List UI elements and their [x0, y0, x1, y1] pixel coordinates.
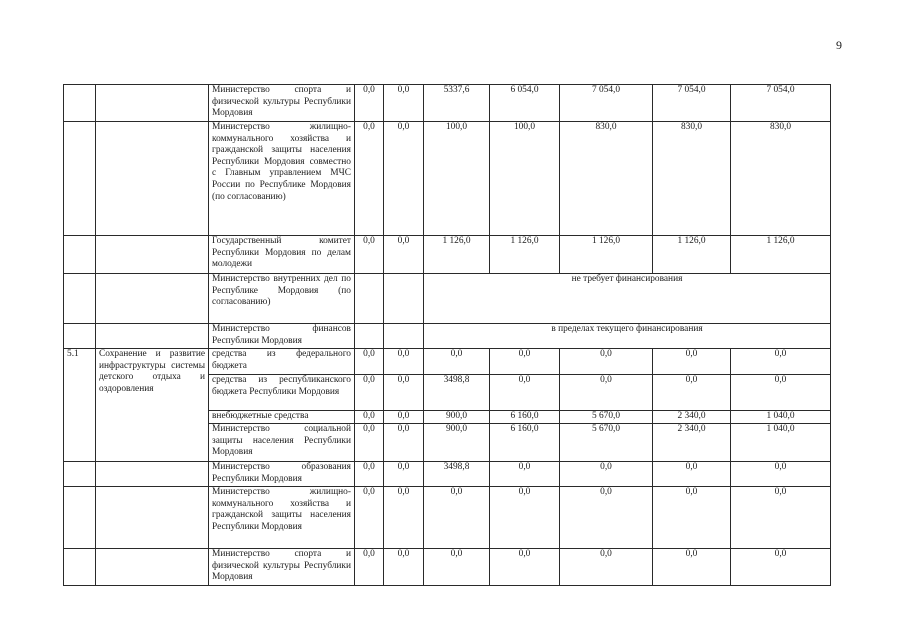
- value-cell: 5 670,0: [560, 411, 653, 424]
- value-cell: 0,0: [355, 411, 384, 424]
- row-number-cell: [64, 122, 96, 236]
- row-number-cell: [64, 274, 96, 324]
- table-row: [64, 462, 831, 487]
- value-cell: 0,0: [731, 549, 831, 586]
- value-cell: 5 670,0: [560, 424, 653, 462]
- value-cell: 1 126,0: [653, 236, 731, 274]
- event-cell: [96, 274, 209, 324]
- executor-cell: средства из федерального бюджета: [209, 349, 355, 375]
- section-number-cell: 5.1: [64, 349, 96, 462]
- executor-cell: средства из республиканского бюджета Республики Мордовия: [209, 375, 355, 411]
- value-cell: 0,0: [355, 549, 384, 586]
- value-cell: 0,0: [384, 424, 424, 462]
- value-cell: 830,0: [653, 122, 731, 236]
- value-cell: 0,0: [355, 85, 384, 122]
- value-cell: 0,0: [731, 375, 831, 411]
- event-cell: [96, 487, 209, 549]
- value-cell: 0,0: [355, 487, 384, 549]
- value-cell: 0,0: [424, 487, 490, 549]
- executor-cell: Министерство жилищно-коммунального хозяйства и гражданской защиты населения Республики Мордовия: [209, 487, 355, 549]
- value-cell: 1 126,0: [731, 236, 831, 274]
- value-cell: 900,0: [424, 411, 490, 424]
- row-number-cell: [64, 462, 96, 487]
- value-cell: 1 040,0: [731, 411, 831, 424]
- value-cell: 0,0: [560, 462, 653, 487]
- row-number-cell: [64, 85, 96, 122]
- value-cell: 0,0: [731, 487, 831, 549]
- value-cell: 830,0: [731, 122, 831, 236]
- value-cell: 1 126,0: [424, 236, 490, 274]
- value-cell: 2 340,0: [653, 424, 731, 462]
- value-cell: 0,0: [731, 349, 831, 375]
- row-number-cell: [64, 236, 96, 274]
- table-row: [64, 274, 831, 324]
- value-cell: 0,0: [355, 424, 384, 462]
- value-cell: [355, 274, 384, 324]
- value-cell: 3498,8: [424, 375, 490, 411]
- value-cell: 0,0: [653, 462, 731, 487]
- event-cell: [96, 549, 209, 586]
- value-cell: 0,0: [560, 549, 653, 586]
- value-cell: 0,0: [424, 549, 490, 586]
- value-cell: 0,0: [384, 122, 424, 236]
- value-cell: 0,0: [490, 549, 560, 586]
- table-row: [64, 324, 831, 349]
- value-cell: 100,0: [490, 122, 560, 236]
- value-cell: 5337,6: [424, 85, 490, 122]
- value-cell: 0,0: [560, 375, 653, 411]
- row-number-cell: [64, 324, 96, 349]
- value-cell: 900,0: [424, 424, 490, 462]
- value-cell: 6 054,0: [490, 85, 560, 122]
- value-cell: 0,0: [424, 349, 490, 375]
- value-cell: 7 054,0: [731, 85, 831, 122]
- event-cell: [96, 462, 209, 487]
- value-cell: 0,0: [490, 375, 560, 411]
- value-cell: 0,0: [355, 122, 384, 236]
- value-cell: 0,0: [355, 236, 384, 274]
- value-cell: [355, 324, 384, 349]
- value-cell: 0,0: [384, 85, 424, 122]
- executor-cell: Государственный комитет Республики Мордовия по делам молодежи: [209, 236, 355, 274]
- table-row: [64, 85, 831, 122]
- value-cell: 100,0: [424, 122, 490, 236]
- event-cell: [96, 236, 209, 274]
- executor-cell: Министерство образования Республики Мордовия: [209, 462, 355, 487]
- row-number-cell: [64, 549, 96, 586]
- value-cell: 0,0: [490, 462, 560, 487]
- executor-cell: Министерство жилищно-коммунального хозяйства и гражданской защиты населения Республики Мордовия совместно с Главным управлением МЧС России по Республике Мордовия (по согласованию): [209, 122, 355, 236]
- value-cell: 0,0: [560, 487, 653, 549]
- value-cell: 1 126,0: [560, 236, 653, 274]
- value-cell: 3498,8: [424, 462, 490, 487]
- table-row: [64, 236, 831, 274]
- executor-cell: Министерство социальной защиты населения Республики Мордовия: [209, 424, 355, 462]
- row-number-cell: [64, 487, 96, 549]
- value-cell: 7 054,0: [653, 85, 731, 122]
- value-cell: 0,0: [384, 487, 424, 549]
- value-cell: 0,0: [384, 236, 424, 274]
- table-row: [64, 549, 831, 586]
- section-title-cell: Сохранение и развитие инфраструктуры системы детского отдыха и оздоровления: [96, 349, 209, 462]
- page-number: 9: [836, 38, 842, 52]
- budget-table: [63, 84, 831, 586]
- value-cell: 0,0: [355, 375, 384, 411]
- executor-cell: Министерство финансов Республики Мордовия: [209, 324, 355, 349]
- value-cell: 0,0: [384, 549, 424, 586]
- value-cell: 0,0: [384, 349, 424, 375]
- table-row: [64, 487, 831, 549]
- event-cell: [96, 324, 209, 349]
- value-cell: 0,0: [490, 487, 560, 549]
- value-cell: 0,0: [653, 487, 731, 549]
- value-cell: 6 160,0: [490, 424, 560, 462]
- table-row: [64, 122, 831, 236]
- value-cell: [384, 274, 424, 324]
- value-cell: 1 040,0: [731, 424, 831, 462]
- value-cell: 0,0: [384, 411, 424, 424]
- value-cell: 0,0: [490, 349, 560, 375]
- value-cell: 2 340,0: [653, 411, 731, 424]
- funding-note: не требует финансирования: [424, 274, 831, 324]
- executor-cell: Министерство спорта и физической культуры Республики Мордовия: [209, 85, 355, 122]
- value-cell: 0,0: [653, 375, 731, 411]
- value-cell: 7 054,0: [560, 85, 653, 122]
- value-cell: 830,0: [560, 122, 653, 236]
- value-cell: 0,0: [653, 349, 731, 375]
- event-cell: [96, 122, 209, 236]
- executor-cell: Министерство спорта и физической культуры Республики Мордовия: [209, 549, 355, 586]
- value-cell: [384, 324, 424, 349]
- executor-cell: внебюджетные средства: [209, 411, 355, 424]
- value-cell: 0,0: [355, 462, 384, 487]
- value-cell: 0,0: [355, 349, 384, 375]
- value-cell: 0,0: [384, 375, 424, 411]
- value-cell: 0,0: [653, 549, 731, 586]
- value-cell: 0,0: [731, 462, 831, 487]
- funding-note: в пределах текущего финансирования: [424, 324, 831, 349]
- executor-cell: Министерство внутренних дел по Республике Мордовия (по согласованию): [209, 274, 355, 324]
- value-cell: 0,0: [384, 462, 424, 487]
- value-cell: 1 126,0: [490, 236, 560, 274]
- value-cell: 0,0: [560, 349, 653, 375]
- value-cell: 6 160,0: [490, 411, 560, 424]
- event-cell: [96, 85, 209, 122]
- table-row: [64, 349, 831, 375]
